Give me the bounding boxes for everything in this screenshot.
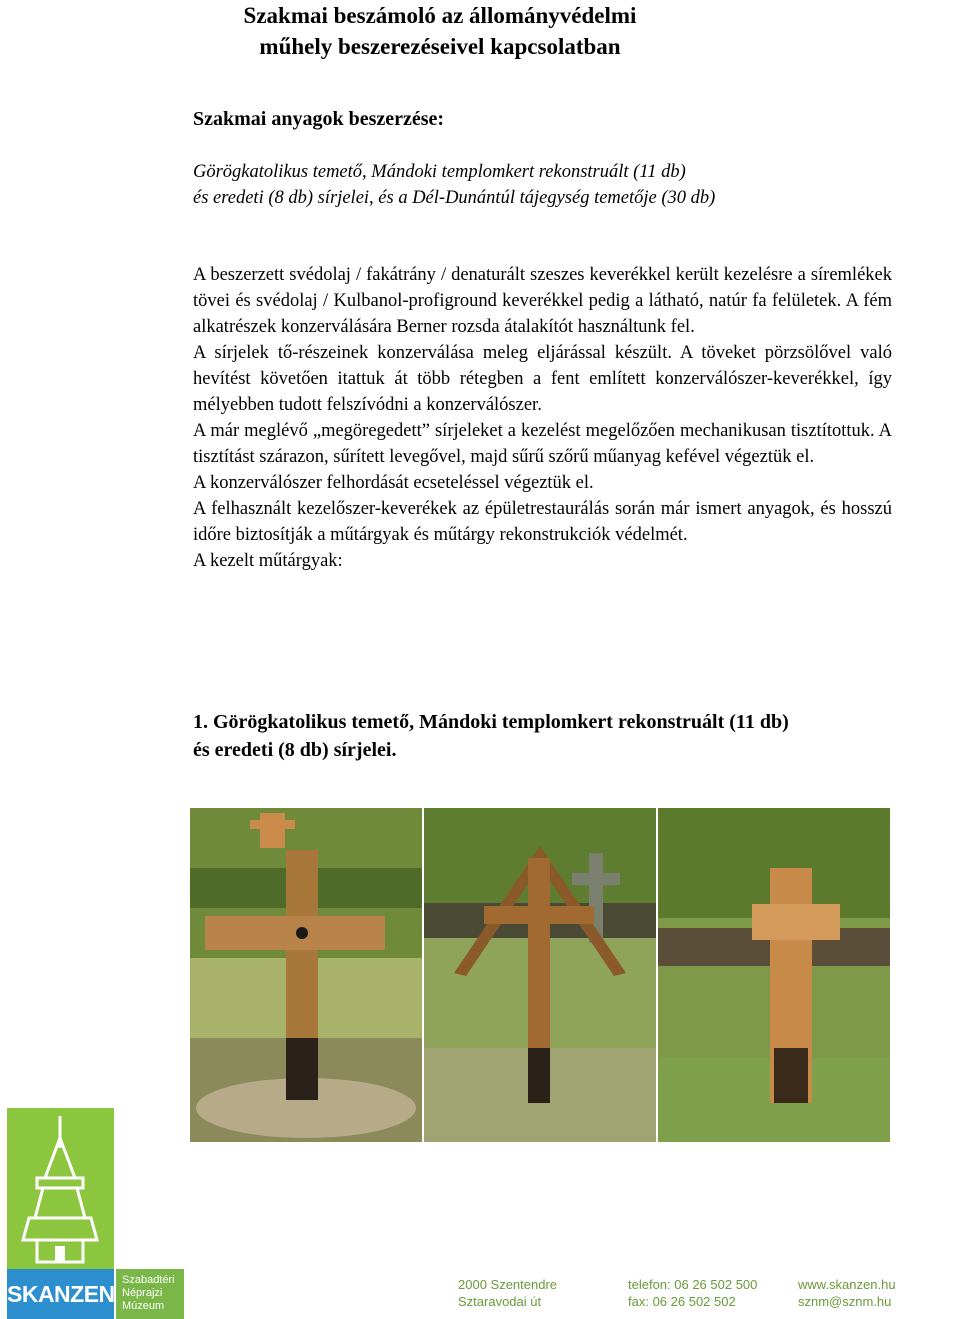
skanzen-logo	[7, 1108, 114, 1269]
footer	[0, 1108, 960, 1319]
title-line-1: Szakmai beszámoló az állományvédelmi	[243, 3, 637, 28]
paragraph: A felhasznált kezelőszer-keverékek az épületrestaurálás során már ismert anyagok, és hosszú időre biztosítják a műtárgyak és műtárgy rekonstrukciók védelmét.	[193, 499, 892, 545]
subtitle	[193, 159, 893, 211]
photo-roofed-cross	[424, 808, 656, 1142]
paragraph: A beszerzett svédolaj / fakátrány / denaturált szeszes keverékkel került kezelésre a síremlékek tövei és svédolaj / Kulbanol-profiground keverékkel pedig a látható, natúr fa felületek. A fém alkatrészek konzerválására Berner rozsda átalakítót használtunk fel.	[193, 265, 892, 337]
paragraph: A sírjelek tő-részeinek konzerválása meleg eljárással készült. A töveket pörzsölővel való hevítést követően itattuk át több rétegben a fent említett konzerválószer-keverékkel, így mélyebben tudott felszívódni a konzerválószer.	[193, 343, 892, 415]
photo-light-cross	[658, 808, 890, 1142]
cross-photo-2	[424, 808, 656, 1142]
subtitle-line-1: Görögkatolikus temető, Mándoki templomkert rekonstruált (11 db)	[193, 162, 686, 182]
subtitle-line-2: és eredeti (8 db) sírjelei, és a Dél-Dunántúl tájegység temetője (30 db)	[193, 188, 716, 208]
paragraph: A már meglévő „megöregedett” sírjeleket a kezelést megelőzően mechanikusan tisztítottuk. A tisztítást szárazon, sűrített levegővel, majd sűrű szőrű műanyag kefével végeztük el.	[193, 421, 892, 467]
body-text	[193, 262, 892, 574]
page-title	[0, 0, 960, 62]
numbered-line-1: 1. Görögkatolikus temető, Mándoki templomkert rekonstruált (11 db)	[193, 711, 789, 733]
email-link[interactable]: sznm@sznm.hu	[798, 1294, 892, 1309]
title-line-2: műhely beszerezéseivel kapcsolatban	[259, 34, 621, 59]
numbered-heading	[193, 708, 893, 764]
footer-address: 2000 Szentendre Sztaravodai út	[458, 1277, 558, 1309]
numbered-line-2: és eredeti (8 db) sírjelei.	[193, 739, 397, 761]
cross-photo-3	[658, 808, 890, 1142]
section-heading: Szakmai anyagok beszerzése:	[193, 108, 445, 130]
skanzen-wordmark: SKANZEN	[7, 1269, 114, 1319]
website-link[interactable]: www.skanzen.hu	[798, 1277, 896, 1292]
footer-phone: telefon: 06 26 502 500 fax: 06 26 502 502	[628, 1277, 758, 1309]
cross-photo-1	[190, 808, 422, 1142]
museum-name: Szabadtéri Néprajzi Múzeum	[116, 1269, 184, 1319]
footer-contact	[798, 1276, 896, 1310]
paragraph: A konzerválószer felhordását ecseteléssel végeztük el.	[193, 473, 594, 493]
photo-wooden-cross	[190, 808, 422, 1142]
paragraph: A kezelt műtárgyak:	[193, 551, 343, 571]
bell-tower-icon	[7, 1108, 114, 1269]
